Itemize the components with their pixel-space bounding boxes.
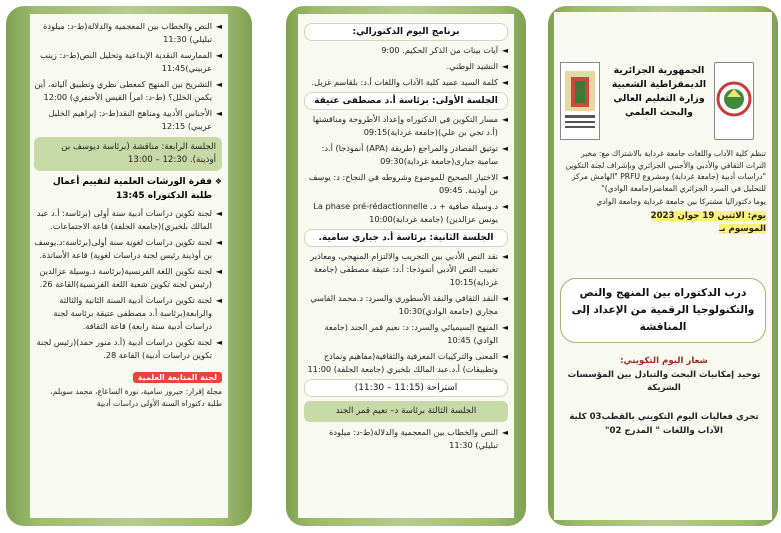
event-date-text: يوم: الاثنين 19 جوان 2023 (650, 210, 766, 221)
session4-box (34, 137, 222, 171)
faculty-logo-icon (715, 63, 753, 139)
arrow-bullet-icon: ◄ (501, 252, 508, 261)
ministry-block (606, 64, 712, 120)
list-item-text: توثيق المصادر والمراجع (طريقة (APA) أنموذجا) أ.د: سامية جبارى(جامعة غرداية)09:30 (321, 143, 498, 166)
objective-text: توحيد إمكانيات البحث والتبادل بين المؤسسات الشريكة (567, 370, 761, 393)
list-item (304, 76, 508, 89)
list-item (34, 236, 222, 262)
list-item (304, 321, 508, 347)
list-item-text: لجنة تكوين دراسات أدبية (أ.د منور حمد)(رئيس لجنة تكوين دراسات أدبية) القاعة 28. (36, 337, 212, 360)
faculty-logo (714, 62, 754, 140)
committee-block (34, 365, 222, 410)
left-items-top (34, 20, 222, 133)
list-item-text: المعنى والتركيبات المعرفية والثقافية(مفاهيم ونماذج وتطبيقات) أ.د.عبد المالك بلخيري (جامعة الجلفة) 11:00 (307, 351, 498, 374)
intro-block (562, 148, 766, 236)
arrow-bullet-icon: ◄ (501, 62, 508, 71)
list-item-text: آيات بينات من الذكر الحكيم. 9:00 (381, 45, 498, 55)
session3-list (304, 426, 508, 452)
arrow-bullet-icon: ◄ (501, 78, 508, 87)
arrow-bullet-icon: ◄ (501, 352, 508, 361)
list-item (304, 250, 508, 289)
ministry-line: الجمهورية الجزائرية (613, 65, 705, 76)
list-item-text: كلمة السيد عميد كلية الآداب واللغات أ.د: بلقاسم غزيل. (311, 77, 498, 87)
list-item-text: النشيد الوطني. (446, 61, 498, 71)
list-item-text: مسار التكوين في الدكتوراه وإعداد الأطروحة ومناقشتها (أ.د نجي بن علي)(جامعة غرداية)09:15 (312, 114, 498, 137)
arrow-bullet-icon: ◄ (501, 428, 508, 437)
committee-tag: لجنة المتابعة العلمية (133, 372, 222, 383)
left-panel (6, 6, 252, 526)
objective-head: شعار اليوم التكويني: (620, 356, 708, 366)
session2-list (304, 250, 508, 376)
session4-text: الجلسة الرابعة: مناقشة (برئاسة ديوسف بن أوذينة). 12:30 – 13:00 (61, 142, 216, 165)
list-item (34, 336, 222, 362)
left-content (30, 14, 228, 518)
list-item-text: النقد الثقافي والنقد الأسطوري والسرد: د.محمد الفاسي مجاري (جامعة الوادي)10:30 (310, 293, 498, 316)
event-date (562, 211, 766, 223)
arrow-bullet-icon: ◄ (215, 338, 222, 347)
list-item-text: الاختيار الصحيح للموضوع وشروطه في النجاح: د: يوسف بن أوذينة. 09:45 (308, 172, 498, 195)
list-item (304, 171, 508, 197)
program-title: برنامج اليوم الدكتورالي: (304, 23, 508, 41)
arrow-bullet-icon: ◄ (215, 267, 222, 276)
arrow-bullet-icon: ◄ (501, 144, 508, 153)
objective-block (562, 356, 766, 395)
list-item (304, 200, 508, 226)
list-item (34, 265, 222, 291)
list-item-text: النص والخطاب بين المعجمية والدلالة(ط-د: ميلودة تبليلي) 11:30 (43, 21, 212, 44)
list-item-text: نقد النص الأدبي بين التجريب والالتزام المنهجي، ومعاذير تغييب النص الأدبي أنموذجا: أ.د: عتيقة مصطفى (جامعة غرداية)10:15 (310, 251, 498, 287)
arrow-bullet-icon: ◄ (215, 109, 222, 118)
theme-label (562, 224, 766, 236)
event-title: درب الدكتوراه بين المنهج والنص والتكنولوجيا الرقمية من الإعداد إلى المناقشة (560, 278, 766, 343)
university-logo-icon (561, 63, 599, 139)
list-item (34, 294, 222, 333)
arrow-bullet-icon: ◄ (215, 238, 222, 247)
opening-list (304, 44, 508, 89)
list-item (34, 107, 222, 133)
list-item (34, 207, 222, 233)
list-item (304, 142, 508, 168)
left-items-bottom (34, 207, 222, 362)
session2-title: الجلسة الثانية: برئاسة أ.د جباري سامية. (304, 229, 508, 247)
arrow-bullet-icon: ◄ (215, 22, 222, 31)
arrow-bullet-icon: ◄ (501, 115, 508, 124)
list-item (304, 60, 508, 73)
list-item-text: لجنة تكوين دراسات أدبية سنة أولى (برئاسة: أ.د عبد المالك بلخيري)(جامعة الجلفة) قاعة الاجتماعات. (36, 208, 212, 231)
middle-panel (286, 6, 526, 526)
arrow-bullet-icon: ◄ (215, 209, 222, 218)
list-item-text: الأجناس الأدبية ومناهج النقد(ط-د: إبراهيم الخليل عريبي) 12:15 (48, 108, 212, 131)
arrow-bullet-icon: ◄ (501, 202, 508, 211)
ministry-line: وزارة التعليم العالي (613, 93, 705, 104)
ministry-line: والبحث العلمي (625, 107, 693, 118)
list-item-text: لجنة تكوين اللغة الفرنسية(برئاسة د.وسيلة عزالدين (رئيس لجنة تكوين شعبة اللغة الفرنسية)القاعة 26. (39, 266, 212, 289)
list-item (304, 113, 508, 139)
committee-names: مجلة إقرار: جيرور سامية، نورة الساعاغ، محمد سويلم، طلبة دكتوراه السنة الأولى دراسات أدبية (50, 387, 222, 408)
session1-title: الجلسة الأولى: برئاسة أ.د مصطفى عتيقة (304, 92, 508, 110)
list-item-text: النص والخطاب بين المعجمية والدلالة(ط-د: ميلودة تبليلي) 11:30 (329, 427, 498, 450)
list-item (34, 20, 222, 46)
ministry-line: الديمقراطية الشعبية (611, 79, 707, 90)
university-logo (560, 62, 600, 140)
list-item-text: La phase pré-rédactionnelle د.وسيلة صافية + د. يونس عزالدين) (جامعة غرداية)10:00 (313, 201, 498, 224)
arrow-bullet-icon: ◄ (215, 80, 222, 89)
list-item (34, 78, 222, 104)
diamond-icon: ❖ (214, 177, 222, 186)
intro-text: تنظم كلية الآداب واللغات جامعة غرداية بالاشتراك مع: مخبر التراث الثقافي والأدبي والأجنبي الجزائري وبإشراف لجنة التكوين "دراسات أدبية (جامعة غرداية) ومشروع PRFU "الهامش مركز للتحليل في السرد الجزائري المعاصر(جامعة الوادي)" (565, 149, 766, 193)
list-item (304, 426, 508, 452)
list-item (304, 350, 508, 376)
arrow-bullet-icon: ◄ (501, 46, 508, 55)
break-box: استراحة (11:15 – 11:30) (304, 379, 508, 397)
arrow-bullet-icon: ◄ (215, 51, 222, 60)
workshops-heading (34, 175, 222, 203)
arrow-bullet-icon: ◄ (501, 173, 508, 182)
list-item-text: المنهج السيميائي والسرد: د: نعيم قمر الجند (جامعة الوادي) 10:45 (324, 322, 498, 345)
day-label: يوما دكتوراليا مشتركا بين جامعة غرداية وجامعة الوادي (596, 197, 766, 206)
list-item-text: الممارسة النقدية الإبداعية وتحليل النص(ط-د: زينب عربيني)11:45 (40, 50, 212, 73)
session3-title: الجلسة الثالثة برئاسة د– نعيم قمر الجند (304, 401, 508, 422)
venue-text: تجري فعاليات اليوم التكويني بالقطب03 كلية الآداب واللغات " المدرج 02" (569, 412, 759, 436)
list-item-text: لجنة تكوين دراسات لغوية سنة أولى(برئاسة:د.يوسف بن أوذينة رئيس لجنة دراسات لغوية) قاعة الأساتذة. (34, 237, 212, 260)
list-item (304, 292, 508, 318)
right-panel (548, 6, 778, 526)
middle-content (298, 14, 514, 518)
list-item-text: لجنة تكوين دراسات أدبية السنة الثانية والثالثة والرابعة(برئاسة أ.د مصطفى عتيقة برئاسة لجنة دراسات أدبية سنة رابعة) قاعة الثقافة. (53, 295, 212, 331)
arrow-bullet-icon: ◄ (215, 296, 222, 305)
session1-list (304, 113, 508, 226)
workshops-text: فقرة الورشات العلمية لتقييم أعمال طلبة الدكتوراه 13:45 (52, 177, 212, 201)
list-item (304, 44, 508, 57)
list-item (34, 49, 222, 75)
theme-label-text: الموسوم بـ (719, 224, 766, 234)
right-content (554, 12, 772, 520)
arrow-bullet-icon: ◄ (501, 323, 508, 332)
list-item-text: التشريح بين المنهج كمعطى نظري وتطبيق آلياته، أين يكمن الخلل؟ (ط-د: امرأ القيس الأحنفري) 12:00 (34, 79, 212, 102)
arrow-bullet-icon: ◄ (501, 294, 508, 303)
